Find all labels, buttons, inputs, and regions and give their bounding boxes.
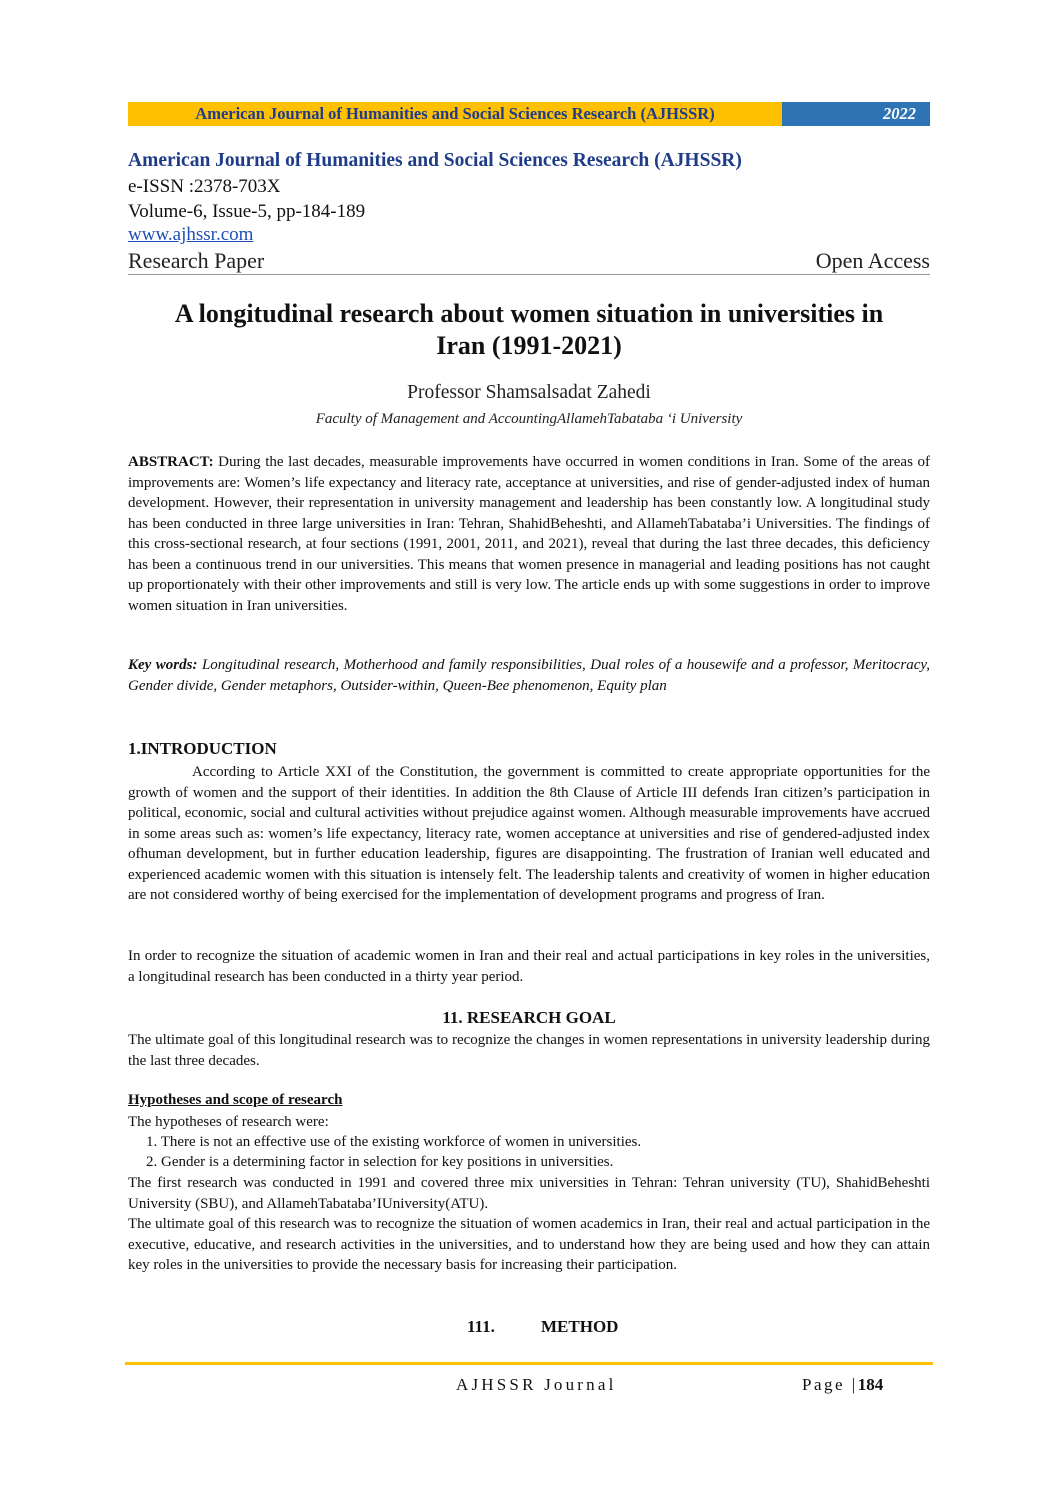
research-goal-heading: 11. RESEARCH GOAL — [442, 1008, 616, 1027]
volume-info: Volume-6, Issue-5, pp-184-189 — [128, 201, 366, 222]
title-line-2: Iran (1991-2021) — [436, 331, 622, 360]
keywords-label: Key words: — [128, 657, 198, 673]
hypotheses-intro: The hypotheses of research were: — [128, 1114, 329, 1130]
research-scope-paragraph: The first research was conducted in 1991 and covered three mix universities in Tehran: Tehran university (TU), ShahidBeheshti University (SBU), and AllamehTabataba’IUniversity(ATU). — [128, 1175, 930, 1212]
abstract-label: ABSTRACT: — [128, 454, 214, 470]
method-heading: METHOD — [541, 1317, 619, 1336]
keywords — [128, 655, 930, 696]
research-goal-paragraph: The ultimate goal of this longitudinal research was to recognize the changes in women representations in university leadership during the last three decades. — [128, 1032, 930, 1069]
article-title — [128, 298, 930, 362]
title-line-1: A longitudinal research about women situation in universities in — [174, 299, 884, 328]
abstract-text: During the last decades, measurable improvements have occurred in women conditions in Iran. Some of the areas of improvements are: Women’s life expectancy and literacy rate, acceptance at universities, and rise of gender-adjusted index of human development. However, their representation in university management and leadership has been constantly low. A longitudinal study has been conducted in three large universities in Iran: Tehran, ShahidBeheshti, and AllamehTabataba’i Universities. The findings of this cross-sectional research, at four sections (1991, 2001, 2011, and 2021), reveal that during the last three decades, this deficiency has been a continuous trend in our universities. This means that women presence in managerial and leading positions has not caught up proportionately with their other improvements and still is very low. The article ends up with some suggestions in order to improve women situation in Iran universities. — [128, 454, 930, 614]
keywords-text: Longitudinal research, Motherhood and family responsibilities, Dual roles of a housewife and a professor, Meritocracy, Gender divide, Gender metaphors, Outsider-within, Queen-Bee phenomenon, Equity plan — [128, 657, 930, 694]
top-banner — [128, 102, 930, 126]
method-number: 111. — [467, 1317, 495, 1336]
journal-url-link[interactable]: www.ajhssr.com — [128, 224, 254, 245]
author-affiliation: Faculty of Management and AccountingAllamehTabataba ‘i University — [315, 411, 743, 427]
open-access-label: Open Access — [815, 248, 930, 273]
hypotheses-subheading: Hypotheses and scope of research — [128, 1092, 343, 1108]
abstract — [128, 452, 930, 616]
introduction-paragraph-2: In order to recognize the situation of academic women in Iran and their real and actual participations in key roles in the universities, a longitudinal research has been conducted in a thirty year period. — [128, 948, 930, 985]
footer-page — [802, 1375, 883, 1395]
page-number: 184 — [857, 1375, 884, 1394]
footer-page-label: Page | — [802, 1375, 858, 1394]
paper-type: Research Paper — [128, 248, 265, 273]
footer-divider — [125, 1362, 933, 1365]
paper-type-row — [128, 248, 930, 275]
banner-year: 2022 — [782, 102, 930, 126]
introduction-heading: 1.INTRODUCTION — [128, 739, 277, 758]
hypothesis-item-1: 1. There is not an effective use of the existing workforce of women in universities. — [146, 1134, 642, 1150]
journal-url-wrap — [128, 224, 253, 246]
hypothesis-item-2: 2. Gender is a determining factor in selection for key positions in universities. — [146, 1154, 614, 1170]
issn: e-ISSN :2378-703X — [128, 176, 281, 197]
banner-journal-name: American Journal of Humanities and Social Sciences Research (AJHSSR) — [128, 102, 782, 126]
footer-journal: AJHSSR Journal — [456, 1375, 617, 1394]
journal-name: American Journal of Humanities and Social Sciences Research (AJHSSR) — [128, 150, 742, 171]
author-name: Professor Shamsalsadat Zahedi — [407, 382, 651, 403]
research-goal-paragraph-2: The ultimate goal of this research was to recognize the situation of women academics in Iran, their real and actual participation in the executive, educative, and research activities in the universities, and to understand how they are being used and how they can attain key roles in the universities to provide the necessary basis for increasing their participation. — [128, 1216, 930, 1273]
introduction-paragraph-1: According to Article XXI of the Constitution, the government is committed to create appropriate opportunities for the growth of women and the support of their identities. In addition the 8th Clause of Article III defends Iran citizen’s participation in political, economic, social and cultural activities without prejudice against women. Although measurable improvements have accrued in some areas such as: women’s life expectancy, literacy rate, women acceptance at universities and rise of gendered-adjusted index ofhuman development, but in further education leadership, figures are disappointing. The frustration of Iranian well educated and experienced academic women with this situation is intensely felt. The leadership talents and creativity of women in higher education are not considered worthy of being exercised for the implementation of development programs and progress of Iran. — [128, 764, 930, 903]
